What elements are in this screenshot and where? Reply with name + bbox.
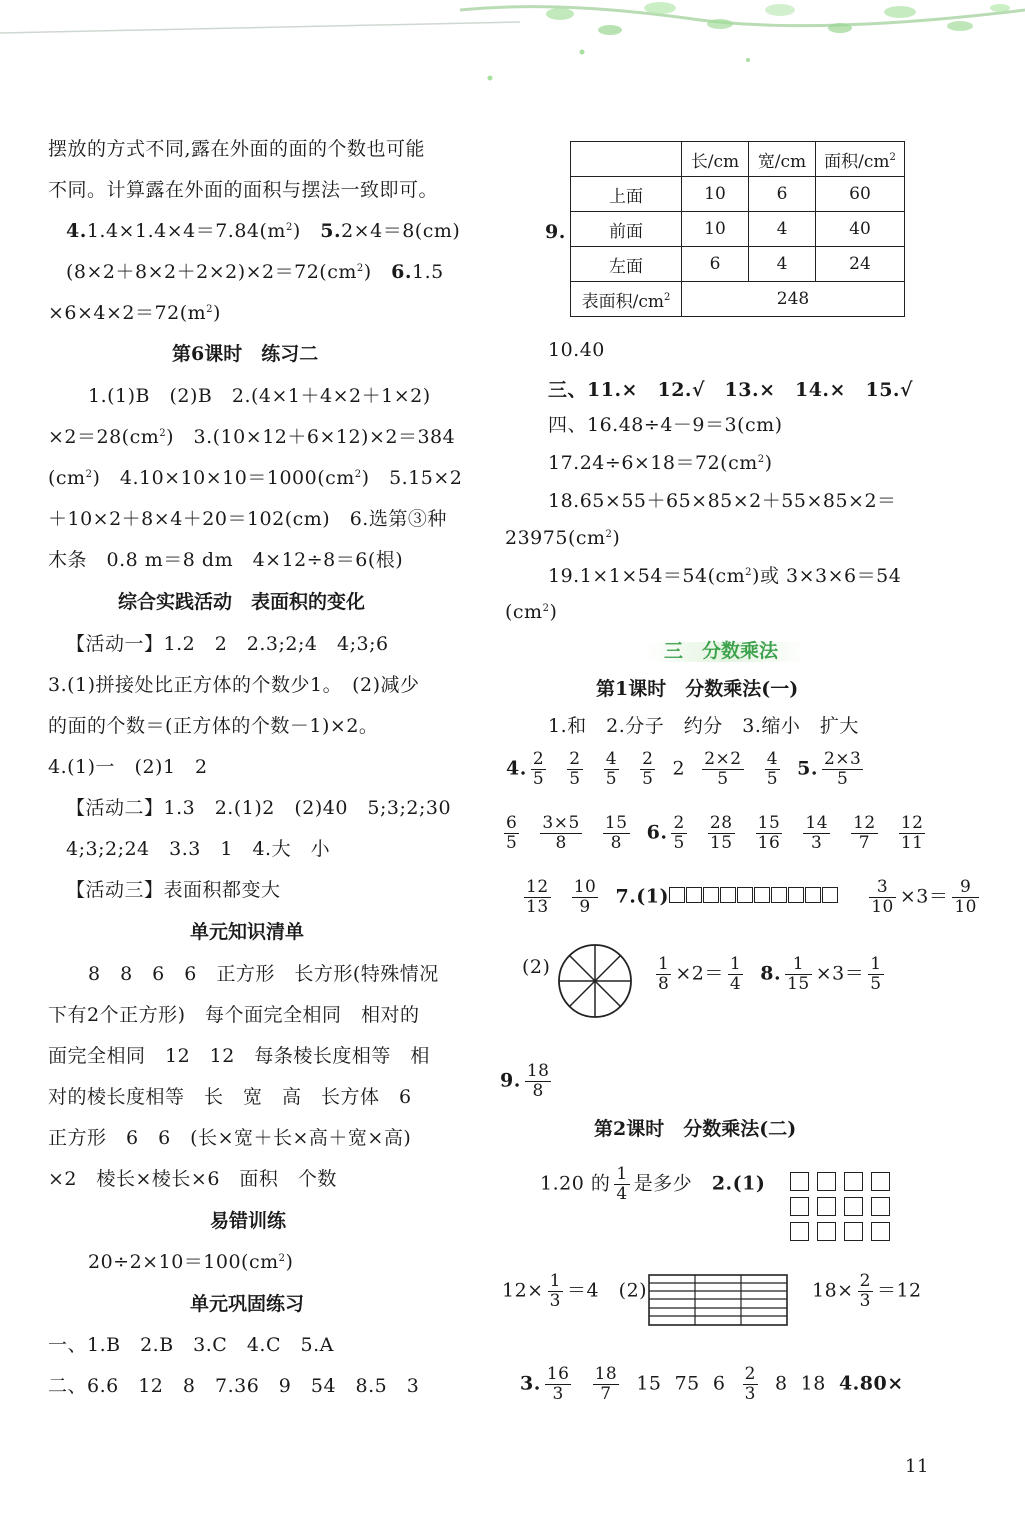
table-header [571,142,682,177]
fraction-line: 3. $\frac{16}{3}$ $\frac{18}{7}$ 15 75 6 $\frac{2}{3}$ 8 18 4.80× [520,1364,904,1404]
text-line: 四、16.48÷4－9＝3(cm) [548,414,783,436]
fraction-line: $\frac{12}{13}$ $\frac{10}{9}$ 7.(1) $\frac{3}{10}$ ×3＝ $\frac{9}{10}$ [526,877,977,917]
fraction-line: $\frac{1}{8}$ ×2＝ $\frac{1}{4}$ 8. $\frac{1}{15}$ ×3＝ $\frac{1}{5}$ [658,954,882,994]
text-line: $23975(cm^2)$ [505,527,621,549]
section-heading: 单元巩固练习 [190,1293,305,1315]
table-cell: 40 [816,212,905,247]
text-line: 木条 0.8 m＝8 dm 4×12÷8＝6(根) [48,549,404,571]
text-line: $17.24\div 6\times 18=72(cm^2)$ [548,452,773,474]
table-cell: 左面 [571,247,682,282]
table-cell: 10 [682,212,749,247]
fraction-line: 9. $\frac{18}{8}$ [500,1061,550,1101]
unit-heading: 三 分数乘法 [664,640,779,662]
fraction-line: 4. $\frac{2}{5}$ $\frac{2}{5}$ $\frac{4}{5}$ $\frac{2}{5}$ 2 $\frac{2\times 2}{5}$ $\frac{4}{5}$ 5. $\frac{2\times 3}{5}$ [506,749,862,789]
table-cell: 上面 [571,177,682,212]
text-line: ×2 棱长×棱长×6 面积 个数 [48,1168,337,1190]
table-header: 长/cm [682,142,749,177]
text-line: 10.40 [548,339,605,361]
text-line: 面完全相同 12 12 每条棱长度相等 相 [48,1045,430,1067]
text-line: $4.1.4\times 1.4\times 4=7.84(m^2)$ 5.2×4＝8(cm) [66,220,461,242]
text-line: 18.65×55＋65×85×2＋55×85×2＝ [548,490,897,512]
text-line: 4;3;2;24 3.3 1 4.大 小 [66,838,331,860]
table-cell: 6 [682,247,749,282]
table-row [571,212,905,247]
table-cell: 4 [749,247,816,282]
text-line: 对的棱长度相等 长 宽 高 长方体 6 [48,1086,412,1108]
circle-diagram [557,943,633,1019]
section-heading: 第1课时 分数乘法(一) [596,678,799,700]
text-line: 【活动三】表面积都变大 [66,879,281,901]
text-line: 不同。计算露在外面的面积与摆法一致即可。 [48,179,439,201]
text-line: 8 8 6 6 正方形 长方形(特殊情况 [88,963,439,985]
text-line: 【活动一】1.2 2 2.3;2;4 4;3;6 [66,633,389,655]
text-line: 三、11.× 12.√ 13.× 14.× 15.√ [548,379,914,401]
text-line: $(8\times 2+8\times 2+2\times 2)\times 2=72(cm^2)$ 6.1.5 [66,261,444,283]
table-cell: 60 [816,177,905,212]
text-line: 一、1.B 2.B 3.C 4.C 5.A [48,1334,334,1356]
text-line: $\times 2=28(cm^2)$ 3.(10×12＋6×12)×2＝384 [48,426,456,448]
table-cell: 24 [816,247,905,282]
text-line: 3.(1)拼接处比正方体的个数少1。 (2)减少 [48,674,420,696]
table-cell: 248 [682,282,905,317]
question-label: 9. [545,221,566,243]
table-cell: 6 [749,177,816,212]
section-heading: 第6课时 练习二 [172,343,319,365]
table-header-row [571,142,905,177]
page-number: 11 [905,1456,929,1477]
table-cell: 前面 [571,212,682,247]
strip-diagram [669,886,839,908]
table-cell: 4 [749,212,816,247]
section-heading: 易错训练 [210,1210,287,1232]
section-heading: 单元知识清单 [190,921,305,943]
text-line: $20\div 2\times 10=100(cm^2)$ [88,1251,294,1273]
text-line: $(cm^2)$ $4.10\times 10\times 10=1000(cm^2)$ 5.15×2 [48,467,463,489]
section-heading: 综合实践活动 表面积的变化 [118,591,366,613]
fraction-line: 18× $\frac{2}{3}$ ＝12 [812,1271,922,1311]
text-line: 下有2个正方形) 每个面完全相同 相对的 [48,1004,420,1026]
text-line: 1.(1)B (2)B 2.(4×1＋4×2＋1×2) [88,385,431,407]
text-line: 的面的个数＝(正方体的个数－1)×2。 [48,715,379,737]
text-line: (2) [522,956,551,978]
text-line: $\times 6\times 4\times 2=72(m^2)$ [48,302,221,324]
text-line: 二、6.6 12 8 7.36 9 54 8.5 3 [48,1375,420,1397]
table-row [571,177,905,212]
text-line: 正方形 6 6 (长×宽＋长×高＋宽×高) [48,1127,412,1149]
table-cell: 表面积$/cm^2$ [571,282,682,317]
text-line: $19.1\times 1\times 54=54(cm^2)$或 3×3×6＝54 [548,565,902,587]
leaf-decoration [0,0,1025,90]
text-line: 【活动二】1.3 2.(1)2 (2)40 5;3;2;30 [66,797,452,819]
text-line: 4.(1)一 (2)1 2 [48,756,208,778]
fraction-line: 12× $\frac{1}{3}$ ＝4 (2) [502,1271,648,1311]
table-header: 宽/cm [749,142,816,177]
text-line: 摆放的方式不同,露在外面的面的个数也可能 [48,138,426,160]
text-line: ＋10×2＋8×4＋20＝102(cm) 6.选第③种 [48,508,447,530]
bar-diagram [648,1274,788,1326]
surface-area-table [570,141,905,317]
fraction-line: $\frac{6}{5}$ $\frac{3\times 5}{8}$ $\frac{15}{8}$ 6. $\frac{2}{5}$ $\frac{28}{15}$ $\frac{15}{16}$ $\frac{14}{3}$ $\frac{12}{7}$ $\frac{12}{11}$ [506,813,924,853]
fraction-line: 1.20 的 $\frac{1}{4}$ 是多少 2.(1) [540,1164,766,1204]
table-row [571,282,905,317]
table-cell: 10 [682,177,749,212]
text-line: 1.和 2.分子 约分 3.缩小 扩大 [548,715,859,737]
table-header: 面积$/cm^2$ [816,142,905,177]
text-line: $(cm^2)$ [505,601,558,623]
section-heading: 第2课时 分数乘法(二) [594,1118,797,1140]
table-row [571,247,905,282]
